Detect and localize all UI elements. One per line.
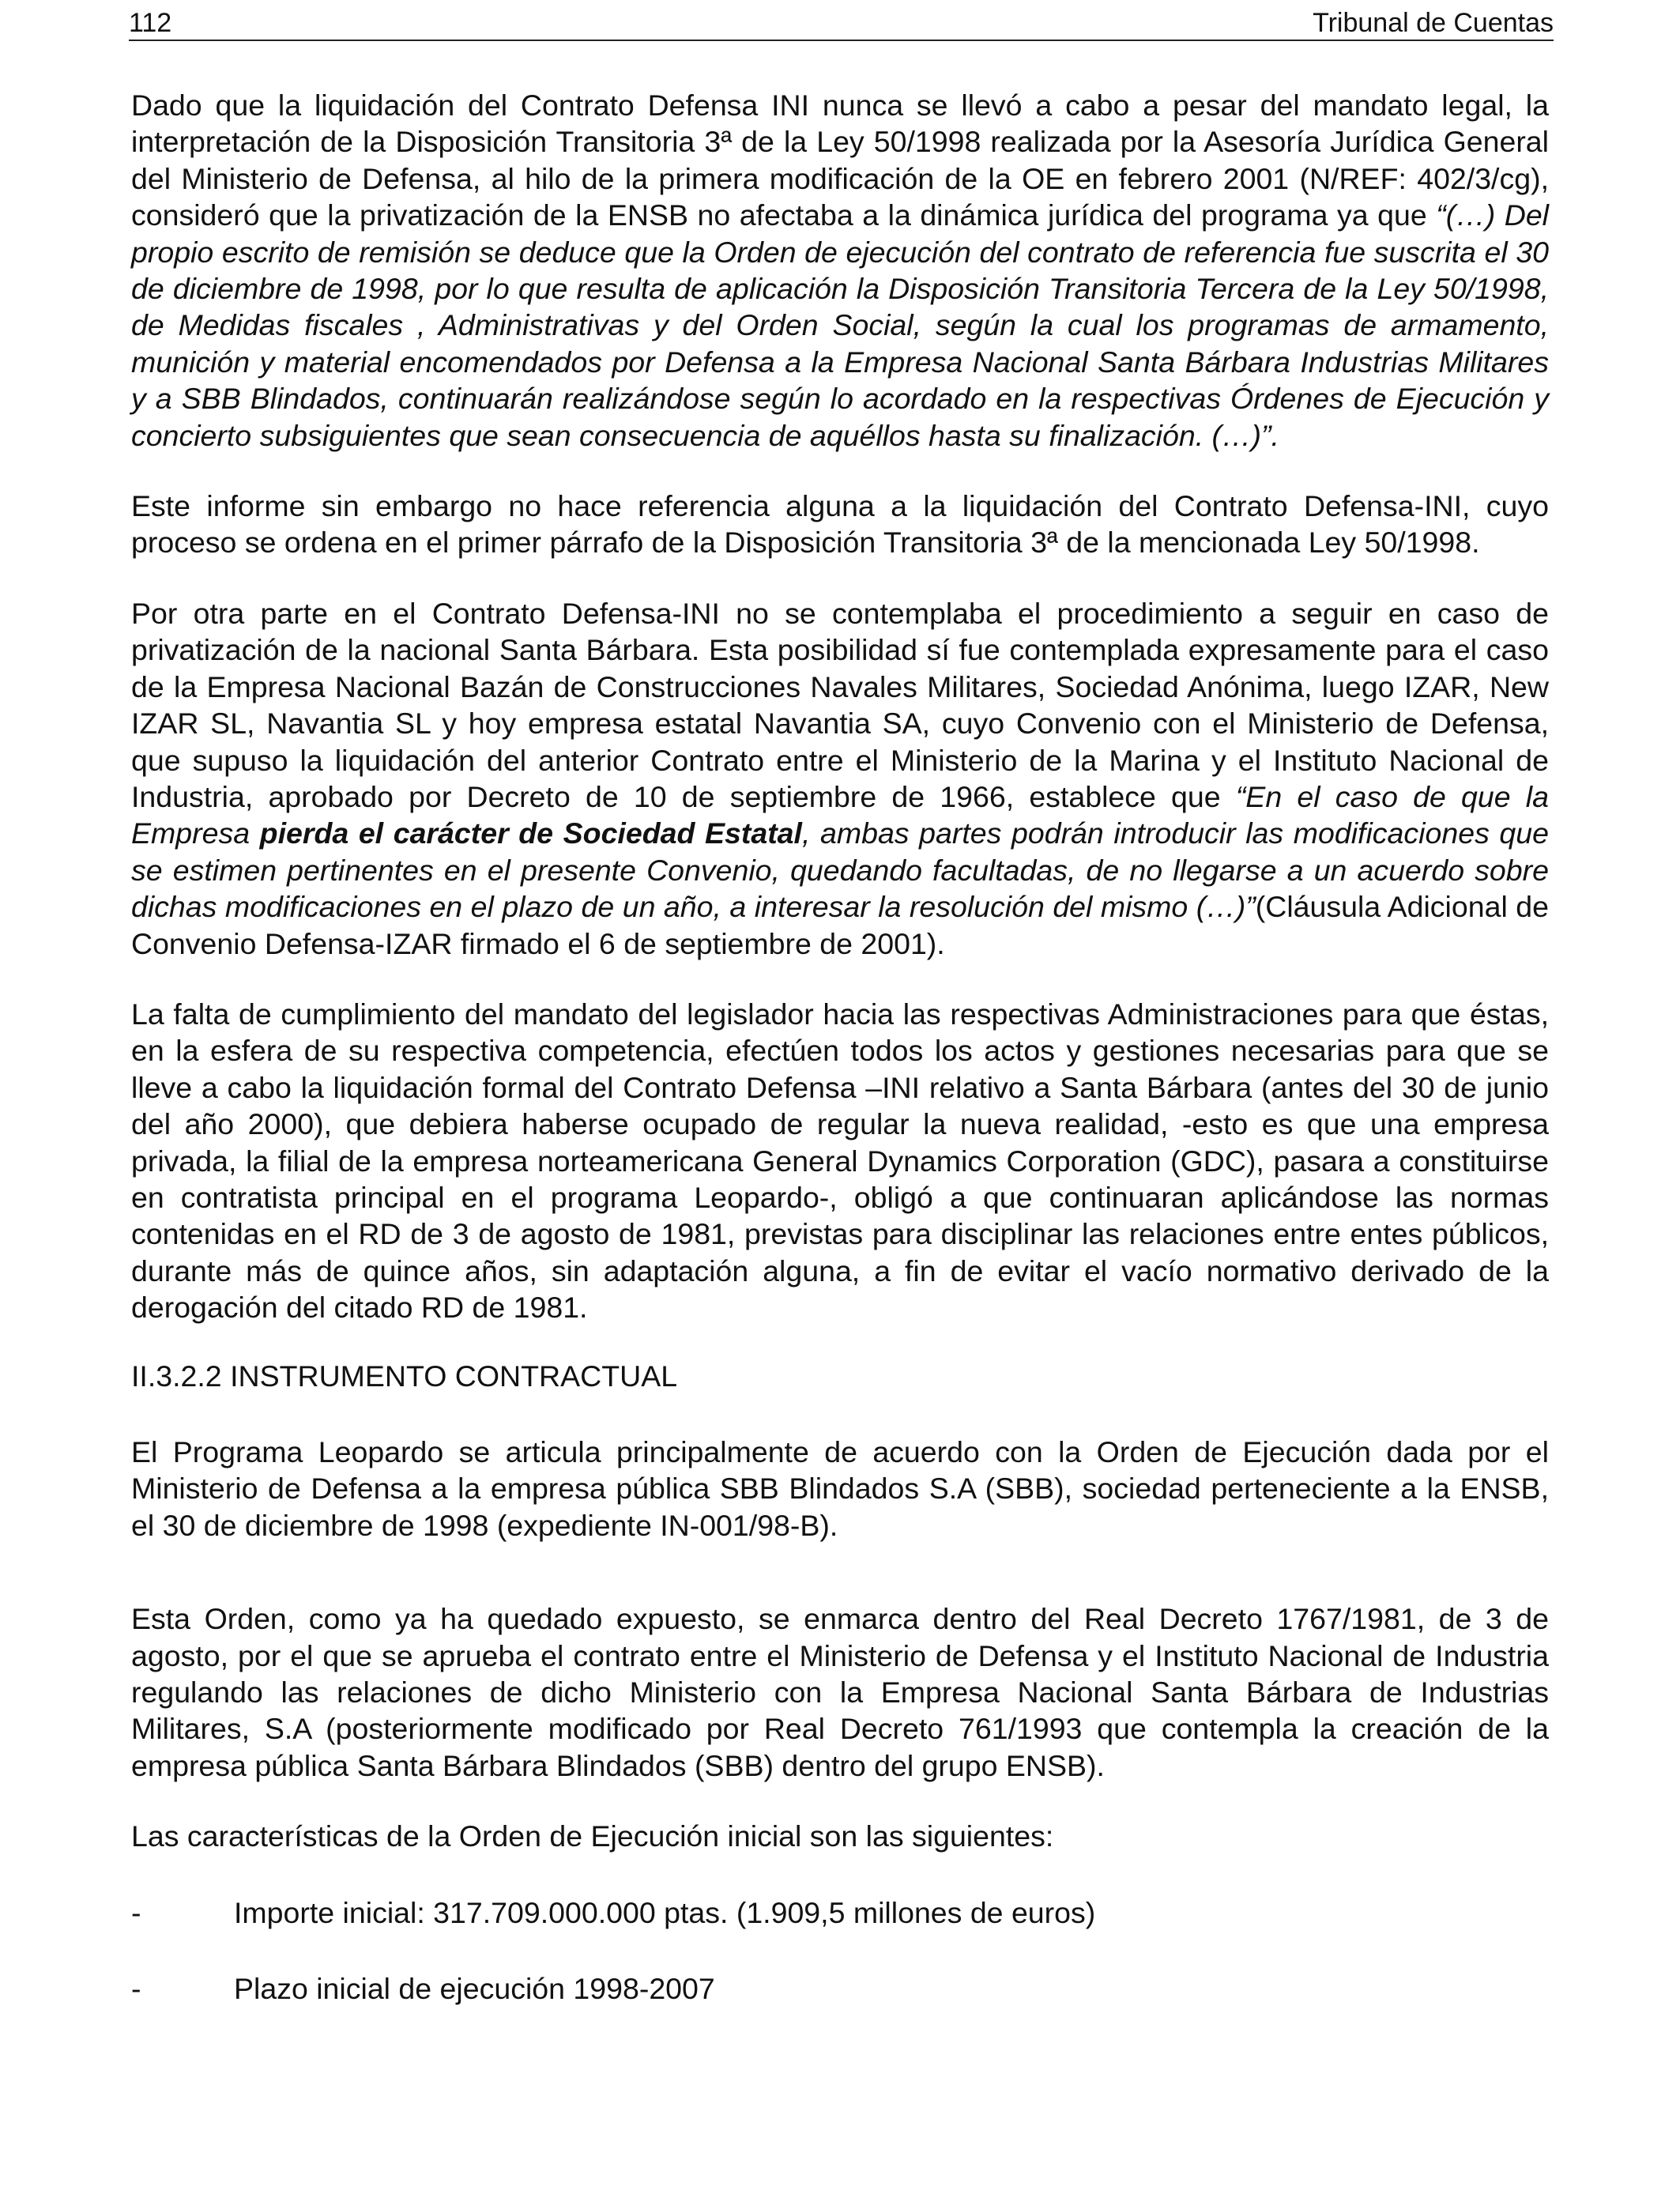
list-item-text: Plazo inicial de ejecución 1998-2007 xyxy=(234,1972,715,2006)
paragraph-leopardo-program: El Programa Leopardo se articula principalmente de acuerdo con la Orden de Ejecución dada por el Ministerio de Defensa a la empresa pública SBB Blindados S.A (SBB), sociedad perteneciente a la ENSB, el 30 de diciembre de 1998 (expediente IN-001/98-B). xyxy=(131,1435,1549,1542)
list-item-text: Importe inicial: 317.709.000.000 ptas. (1.909,5 millones de euros) xyxy=(234,1895,1096,1929)
paragraph-real-decreto: Esta Orden, como ya ha quedado expuesto, se enmarca dentro del Real Decreto 1767/1981, de 3 de agosto, por el que se aprueba el contrato entre el Ministerio de Defensa y el Instituto Nacional de Industria regulando las relaciones de dicho Ministerio con la Empresa Nacional Santa Bárbara de Industrias Militares, S.A (posteriormente modificado por Real Decreto 761/1993 que contempla la creación de la empresa pública Santa Bárbara Blindados (SBB) dentro del grupo ENSB). xyxy=(131,1602,1549,1782)
publisher-name: Tribunal de Cuentas xyxy=(1313,8,1554,38)
list-dash: - xyxy=(131,1972,141,2006)
page-number: 112 xyxy=(129,8,172,38)
paragraph-report-note: Este informe sin embargo no hace referencia alguna a la liquidación del Contrato Defensa-INI, cuyo proceso se ordena en el primer párrafo de la Disposición Transitoria 3ª de la mencionada Ley 50/1998. xyxy=(131,489,1549,560)
body-text xyxy=(131,87,1549,2007)
paragraph-contract-defensa-ini xyxy=(131,595,1549,962)
list-dash: - xyxy=(131,1895,141,1929)
paragraph-privatization-interpretation xyxy=(131,87,1549,454)
list-item xyxy=(131,1894,1549,1931)
paragraph-characteristics-intro: Las características de la Orden de Ejecución inicial son las siguientes: xyxy=(131,1819,1054,1853)
header-divider xyxy=(129,40,1554,41)
convenio-quote: “En el caso de que la Empresa pierda el carácter de Sociedad Estatal, ambas partes podrán introducir las modificaciones que se estimen pertinentes en el presente Convenio, quedando facultadas, de no llegarse a un acuerdo sobre dichas modificaciones en el plazo de un año, a interesar la resolución del mismo (…)” xyxy=(131,779,1549,924)
emphasis-text: pierda el carácter de Sociedad Estatal xyxy=(259,816,802,850)
list-item xyxy=(131,1970,1549,2007)
paragraph-legislator-mandate: La falta de cumplimiento del mandato del legislador hacia las respectivas Administraciones para que éstas, en la esfera de su respectiva competencia, efectúen todos los actos y gestiones necesarias para que se lleve a cabo la liquidación formal del Contrato Defensa –INI relativo a Santa Bárbara (antes del 30 de junio del año 2000), que debiera haberse ocupado de regular la nueva realidad, -esto es que una empresa privada, la filial de la empresa norteamericana General Dynamics Corporation (GDC), pasara a constituirse en contratista principal en el programa Leopardo-, obligó a que continuaran aplicándose las normas contenidas en el RD de 3 de agosto de 1981, previstas para disciplinar las relaciones entre entes públicos, durante más de quince años, sin adaptación alguna, a fin de evitar el vacío normativo derivado de la derogación del citado RD de 1981. xyxy=(131,997,1549,1325)
citation: (Cláusula Adicional de Convenio Defensa-IZAR firmado el 6 de septiembre de 2001). xyxy=(131,890,1549,960)
page-header xyxy=(129,5,1554,41)
legal-quote: “(…) Del propio escrito de remisión se deduce que la Orden de ejecución del contrato de referencia fue suscrita el 30 de diciembre de 1998, por lo que resulta de aplicación la Disposición Transitoria Tercera de la Ley 50/1998, de Medidas fiscales , Administrativas y del Orden Social, según la cual los programas de armamento, munición y material encomendados por Defensa a la Empresa Nacional Santa Bárbara Industrias Militares y a SBB Blindados, continuarán realizándose según lo acordado en la respectivas Órdenes de Ejecución y concierto subsiguientes que sean consecuencia de aquéllos hasta su finalización. (…)”. xyxy=(131,198,1550,452)
section-heading: II.3.2.2 INSTRUMENTO CONTRACTUAL xyxy=(131,1359,678,1393)
paragraph-text: Dado que la liquidación del Contrato Defensa INI nunca se llevó a cabo a pesar del mandato legal, la interpretación de la Disposición Transitoria 3ª de la Ley 50/1998 realizada por la Asesoría Jurídica General del Ministerio de Defensa, al hilo de la primera modificación de la OE en febrero 2001 (N/REF: 402/3/cg), consideró que la privatización de la ENSB no afectaba a la dinámica jurídica del programa ya que xyxy=(131,89,1549,232)
paragraph-text: Por otra parte en el Contrato Defensa-INI no se contemplaba el procedimiento a seguir en caso de privatización de la nacional Santa Bárbara. Esta posibilidad sí fue contemplada expresamente para el caso de la Empresa Nacional Bazán de Construcciones Navales Militares, Sociedad Anónima, luego IZAR, New IZAR SL, Navantia SL y hoy empresa estatal Navantia SA, cuyo Convenio con el Ministerio de Defensa, que supuso la liquidación del anterior Contrato entre el Ministerio de la Marina y el Instituto Nacional de Industria, aprobado por Decreto de 10 de septiembre de 1966, establece que xyxy=(131,596,1549,813)
